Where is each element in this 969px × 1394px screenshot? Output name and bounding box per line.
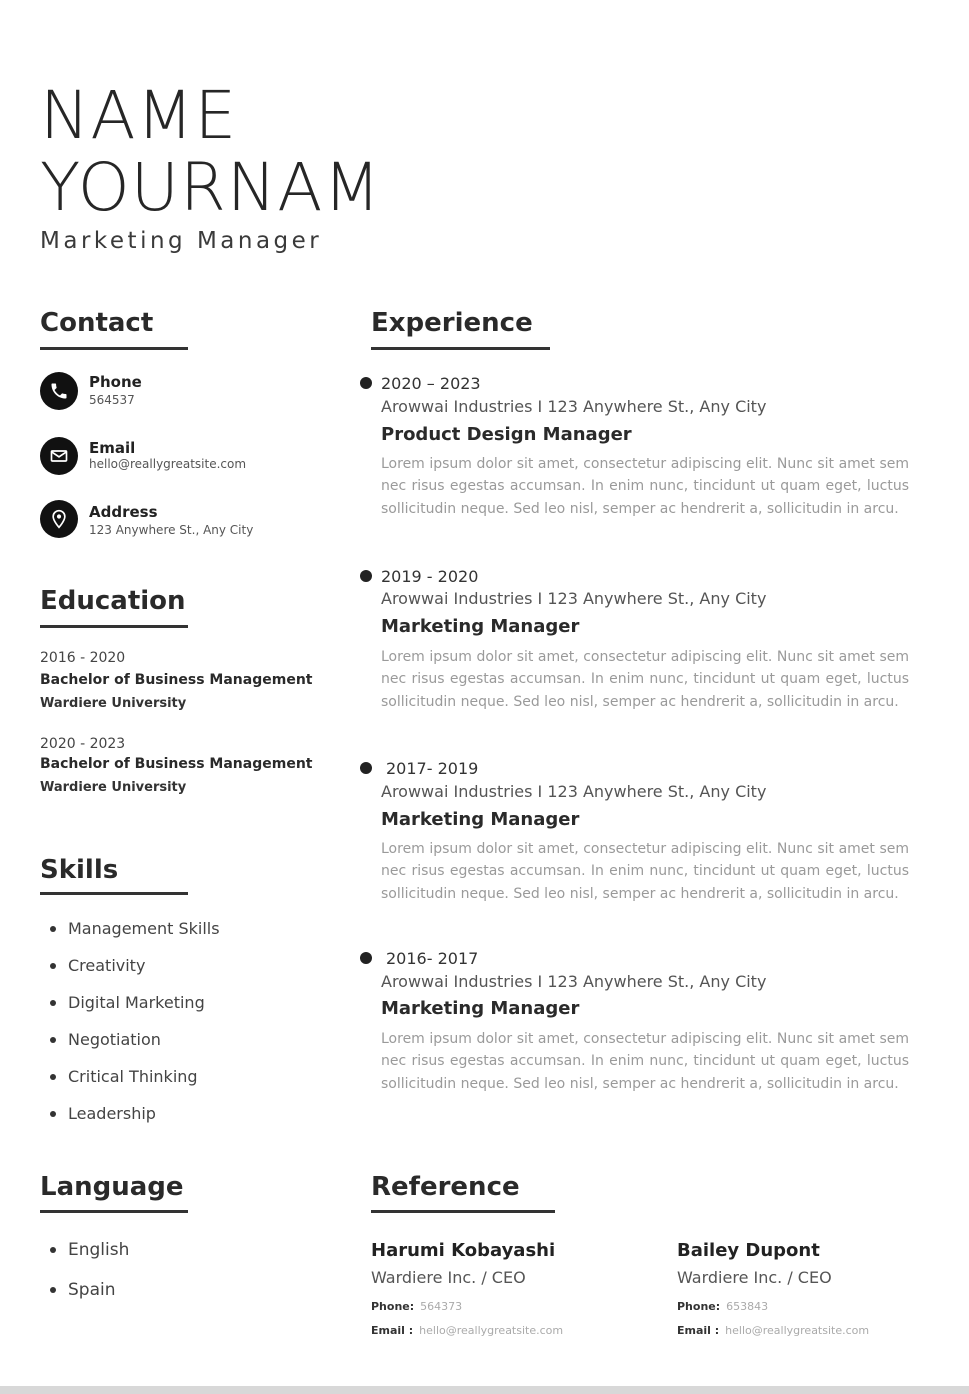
education-school: Wardiere University [40,696,187,711]
education-degree: Bachelor of Business Management [40,672,313,688]
reference-name: Harumi Kobayashi [371,1240,556,1261]
language-list [40,1230,129,1310]
experience-role: Product Design Manager [381,424,632,445]
skill-item: Negotiation [40,1021,220,1058]
contact-rule [40,347,188,350]
experience-title: Experience [371,308,533,338]
education-rule [40,625,188,628]
reference-company: Wardiere Inc. / CEO [371,1268,526,1287]
reference-email-value[interactable]: hello@reallygreatsite.com [419,1324,564,1337]
location-pin-icon [40,500,78,538]
skills-rule [40,892,188,895]
language-item: Spain [40,1270,129,1310]
skill-item: Creativity [40,947,220,984]
language-title: Language [40,1172,184,1202]
page-bottom-edge [0,1386,969,1394]
reference-phone-value: 564373 [420,1300,463,1313]
email-value[interactable]: hello@reallygreatsite.com [89,457,247,471]
experience-role: Marketing Manager [381,616,580,637]
skill-item: Critical Thinking [40,1058,220,1095]
education-school: Wardiere University [40,780,187,795]
timeline-dot [360,570,372,582]
envelope-icon [40,437,78,475]
reference-email-label: Email : [677,1324,720,1337]
language-rule [40,1210,188,1213]
education-years: 2020 - 2023 [40,736,126,752]
reference-phone-label: Phone: [677,1300,721,1313]
skill-item: Digital Marketing [40,984,220,1021]
experience-description: Lorem ipsum dolor sit amet, consectetur adipiscing elit. Nunc sit amet sem nec risus egestas accumsan. In enim nunc, tincidunt ut quam eget, luctus sollicitudin neque. Sed leo nisl, semper ac hendrerit a, sollicitudin in arcu. [381,649,909,710]
reference-email-label: Email : [371,1324,414,1337]
reference-company: Wardiere Inc. / CEO [677,1268,832,1287]
experience-rule [371,347,550,350]
experience-company: Arowwai Industries I 123 Anywhere St., Any City [381,397,767,416]
skills-title: Skills [40,855,119,885]
address-label: Address [89,503,158,521]
reference-name: Bailey Dupont [677,1240,820,1261]
experience-company: Arowwai Industries I 123 Anywhere St., Any City [381,589,767,608]
reference-rule [371,1210,555,1213]
skill-item: Leadership [40,1095,220,1132]
contact-email [40,437,78,475]
experience-years: 2019 - 2020 [381,567,479,586]
job-title: Marketing Manager [40,228,323,254]
experience-company: Arowwai Industries I 123 Anywhere St., Any City [381,782,767,801]
reference-phone [677,1300,768,1313]
phone-value: 564537 [89,393,135,407]
education-degree: Bachelor of Business Management [40,756,313,772]
address-value: 123 Anywhere St., Any City [89,523,254,537]
contact-phone [40,372,78,410]
experience-years: 2020 – 2023 [381,374,481,393]
experience-years: 2016- 2017 [386,949,479,968]
experience-years: 2017- 2019 [386,759,479,778]
reference-email [677,1324,869,1337]
name-line-1: NAME [40,77,238,154]
reference-phone [371,1300,462,1313]
phone-icon [40,372,78,410]
reference-phone-value: 653843 [726,1300,769,1313]
reference-email-value[interactable]: hello@reallygreatsite.com [725,1324,870,1337]
skill-item: Management Skills [40,910,220,947]
email-label: Email [89,439,136,457]
education-years: 2016 - 2020 [40,650,126,666]
reference-title: Reference [371,1172,520,1202]
education-title: Education [40,586,186,616]
name-line-2: YOURNAM [40,149,382,226]
experience-role: Marketing Manager [381,998,580,1019]
experience-company: Arowwai Industries I 123 Anywhere St., Any City [381,972,767,991]
contact-title: Contact [40,308,154,338]
phone-label: Phone [89,373,142,391]
language-item: English [40,1230,129,1270]
reference-email [371,1324,563,1337]
experience-description: Lorem ipsum dolor sit amet, consectetur adipiscing elit. Nunc sit amet sem nec risus egestas accumsan. In enim nunc, tincidunt ut quam eget, luctus sollicitudin neque. Sed leo nisl, semper ac hendrerit a, sollicitudin in arcu. [381,1031,909,1092]
skills-list [40,910,220,1132]
timeline-dot [360,952,372,964]
reference-phone-label: Phone: [371,1300,415,1313]
timeline-dot [360,762,372,774]
experience-description: Lorem ipsum dolor sit amet, consectetur adipiscing elit. Nunc sit amet sem nec risus egestas accumsan. In enim nunc, tincidunt ut quam eget, luctus sollicitudin neque. Sed leo nisl, semper ac hendrerit a, sollicitudin in arcu. [381,456,909,517]
experience-role: Marketing Manager [381,809,580,830]
contact-address [40,500,78,538]
experience-description: Lorem ipsum dolor sit amet, consectetur adipiscing elit. Nunc sit amet sem nec risus egestas accumsan. In enim nunc, tincidunt ut quam eget, luctus sollicitudin neque. Sed leo nisl, semper ac hendrerit a, sollicitudin in arcu. [381,841,909,902]
timeline-dot [360,377,372,389]
